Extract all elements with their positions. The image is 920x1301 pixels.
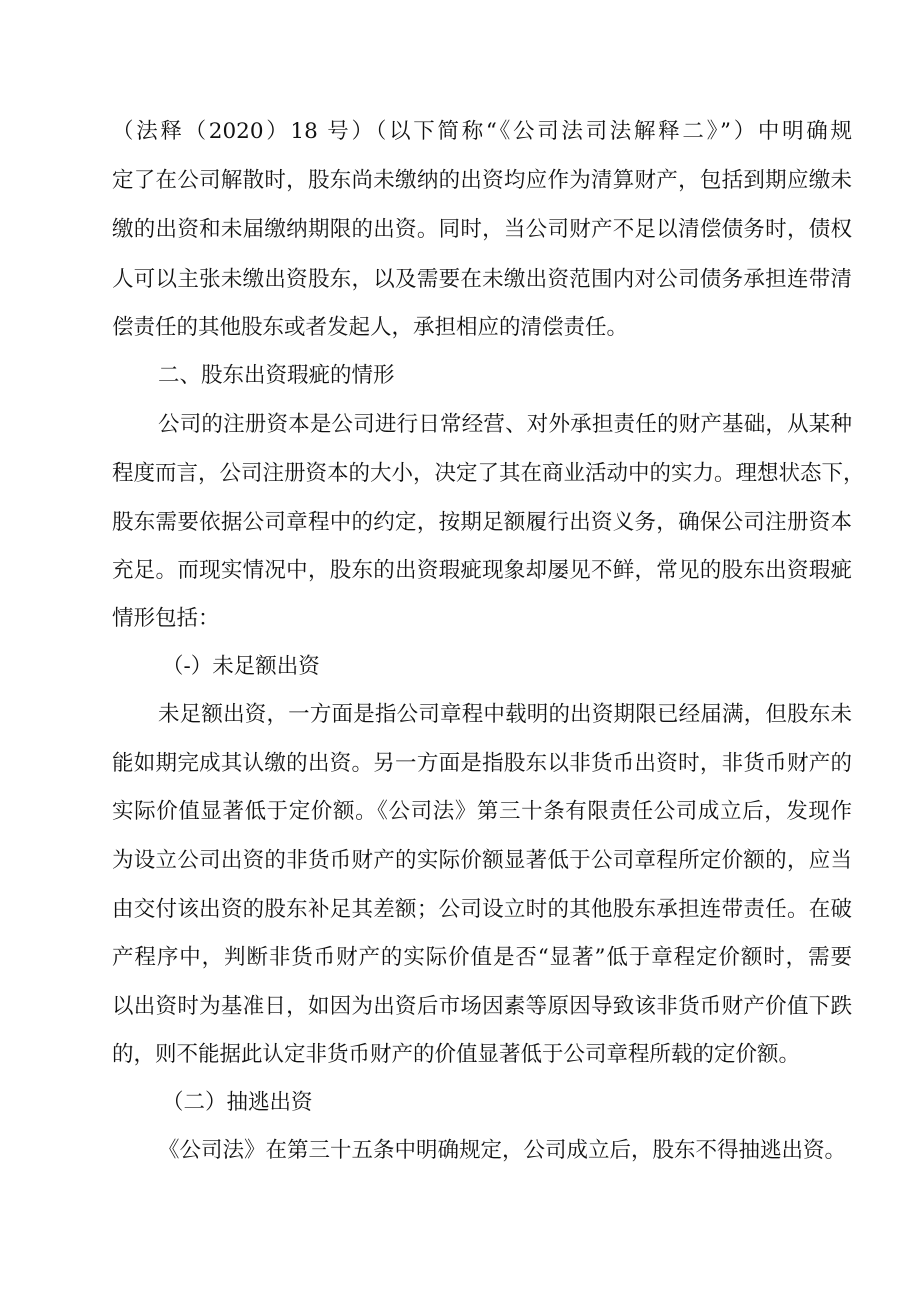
paragraph-line: 公司的注册资本是公司进行日常经营、对外承担责任的财产基础，从某种	[158, 412, 852, 437]
paragraph-line: 以出资时为基准日，如因为出资后市场因素等原因导致该非货币财产价值下跌	[112, 994, 852, 1019]
paragraph-line: 由交付该出资的股东补足其差额；公司设立时的其他股东承担连带责任。在破	[112, 897, 852, 922]
paragraph-line: 情形包括：	[112, 606, 220, 631]
paragraph-line: 充足。而现实情况中，股东的出资瑕疵现象却屡见不鲜，常见的股东出资瑕疵	[112, 558, 852, 583]
paragraph-line: 程度而言，公司注册资本的大小，决定了其在商业活动中的实力。理想状态下，	[112, 461, 865, 486]
section-heading: 二、股东出资瑕疵的情形	[158, 363, 395, 388]
paragraph-line: 偿责任的其他股东或者发起人，承担相应的清偿责任。	[112, 315, 629, 340]
paragraph-line: （法释（2020）18 号）（以下简称“《公司法司法解释二》”）中明确规	[112, 119, 852, 144]
paragraph-line: 产程序中，判断非货币财产的实际价值是否“显著”低于章程定价额时，需要	[112, 945, 852, 970]
subsection-heading: （二）抽逃出资	[162, 1090, 313, 1115]
paragraph-line: 实际价值显著低于定价额。《公司法》第三十条有限责任公司成立后，发现作	[112, 799, 852, 824]
paragraph-line: 未足额出资，一方面是指公司章程中载明的出资期限已经届满，但股东未	[158, 702, 852, 727]
paragraph-line: 的，则不能据此认定非货币财产的价值显著低于公司章程所载的定价额。	[112, 1042, 801, 1067]
paragraph-line: 人可以主张未缴出资股东，以及需要在未缴出资范围内对公司债务承担连带清	[112, 267, 852, 292]
paragraph-line: 《公司法》在第三十五条中明确规定，公司成立后，股东不得抽逃出资。	[158, 1138, 847, 1163]
paragraph-line: 定了在公司解散时，股东尚未缴纳的出资均应作为清算财产，包括到期应缴未	[112, 168, 852, 193]
paragraph-line: 能如期完成其认缴的出资。另一方面是指股东以非货币出资时，非货币财产的	[112, 751, 852, 776]
subsection-heading: （-）未足额出资	[162, 654, 320, 679]
paragraph-line: 为设立公司出资的非货币财产的实际价额显著低于公司章程所定价额的，应当	[112, 848, 852, 873]
paragraph-line: 缴的出资和未届缴纳期限的出资。同时，当公司财产不足以清偿债务时，债权	[112, 217, 852, 242]
paragraph-line: 股东需要依据公司章程中的约定，按期足额履行出资义务，确保公司注册资本	[112, 510, 852, 535]
